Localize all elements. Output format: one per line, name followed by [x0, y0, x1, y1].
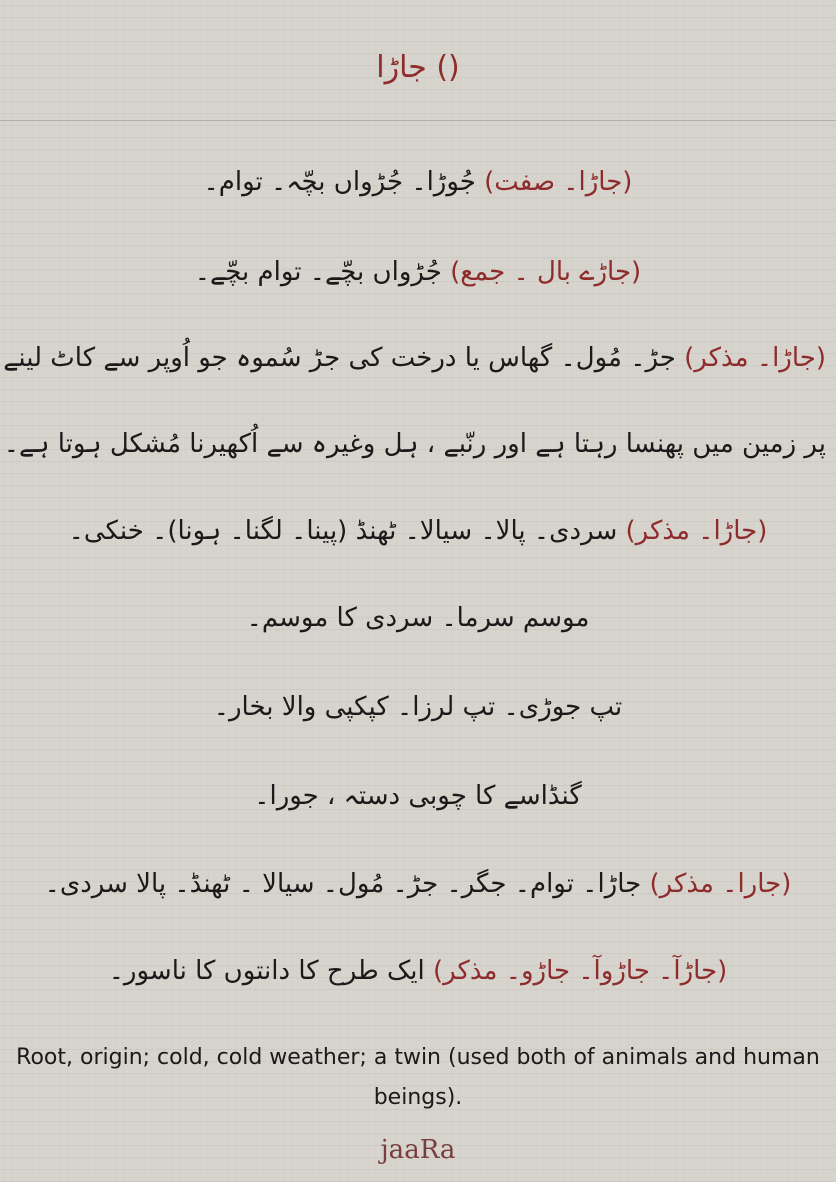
- entry-text: سردی۔ پالا۔ سیالا۔ ٹھنڈ (پینا۔ لگنا۔ ہونا)۔ خنکی۔: [68, 516, 618, 546]
- entry-head: (جاڑے بال ۔ جمع): [450, 257, 642, 287]
- entry-text: ایک طرح کا دانتوں کا ناسور۔: [108, 956, 425, 986]
- entry-text: جڑ۔ مُول۔ گھاس یا درخت کی جڑ سُموہ جو اُوپر سے کاٹ لینے: [3, 343, 676, 373]
- entry-text: جُوڑا۔ جُڑواں بچّہ۔ توام۔: [203, 167, 476, 197]
- divider: [0, 120, 836, 121]
- entry-line: [3, 338, 826, 378]
- entry-text: تپ جوڑی۔ تپ لرزا۔ کپکپی والا بخار۔: [213, 692, 623, 722]
- entry-line: [10, 776, 826, 816]
- entry-head: (جارا۔ مذکر): [649, 869, 792, 899]
- entry-line: [10, 511, 826, 551]
- entry-text: جاڑا۔ توام۔ جگر۔ جڑ۔ مُول۔ سیالا ۔ ٹھنڈ۔ پالا سردی۔: [44, 869, 642, 899]
- entry-line: [10, 598, 826, 638]
- romanized-word: jaaRa: [380, 1135, 456, 1165]
- entry-text: جُڑواں بچّے۔ توام بچّے۔: [194, 257, 442, 287]
- entry-text: پر زمین میں پھنسا رہتا ہے اور رنّبے ، ہل وغیرہ سے اُکھیرنا مُشکل ہوتا ہے۔: [3, 429, 826, 459]
- entry-line: [10, 951, 826, 991]
- entry-head: (جاڑا۔ مذکر): [684, 343, 826, 373]
- entry-head: (جاڑا۔ صفت): [484, 167, 633, 197]
- entry-line-continued: [3, 424, 826, 464]
- entry-text: گنڈاسے کا چوبی دستہ ، جورا۔: [254, 781, 582, 811]
- entry-line: [10, 687, 826, 727]
- entry-text: موسم سرما۔ سردی کا موسم۔: [246, 603, 590, 633]
- page-title: جاڑا (): [376, 50, 460, 85]
- entry-line: [10, 252, 826, 292]
- english-meaning: Root, origin; cold, cold weather; a twin (used both of animals and human beings).: [16, 1045, 820, 1110]
- entry-head: (جاڑا۔ مذکر): [625, 516, 768, 546]
- entry-head: (جاڑآ۔ جاڑوآ۔ جاڑو۔ مذکر): [433, 956, 728, 986]
- entry-line: [10, 162, 826, 202]
- entry-line: [10, 864, 826, 904]
